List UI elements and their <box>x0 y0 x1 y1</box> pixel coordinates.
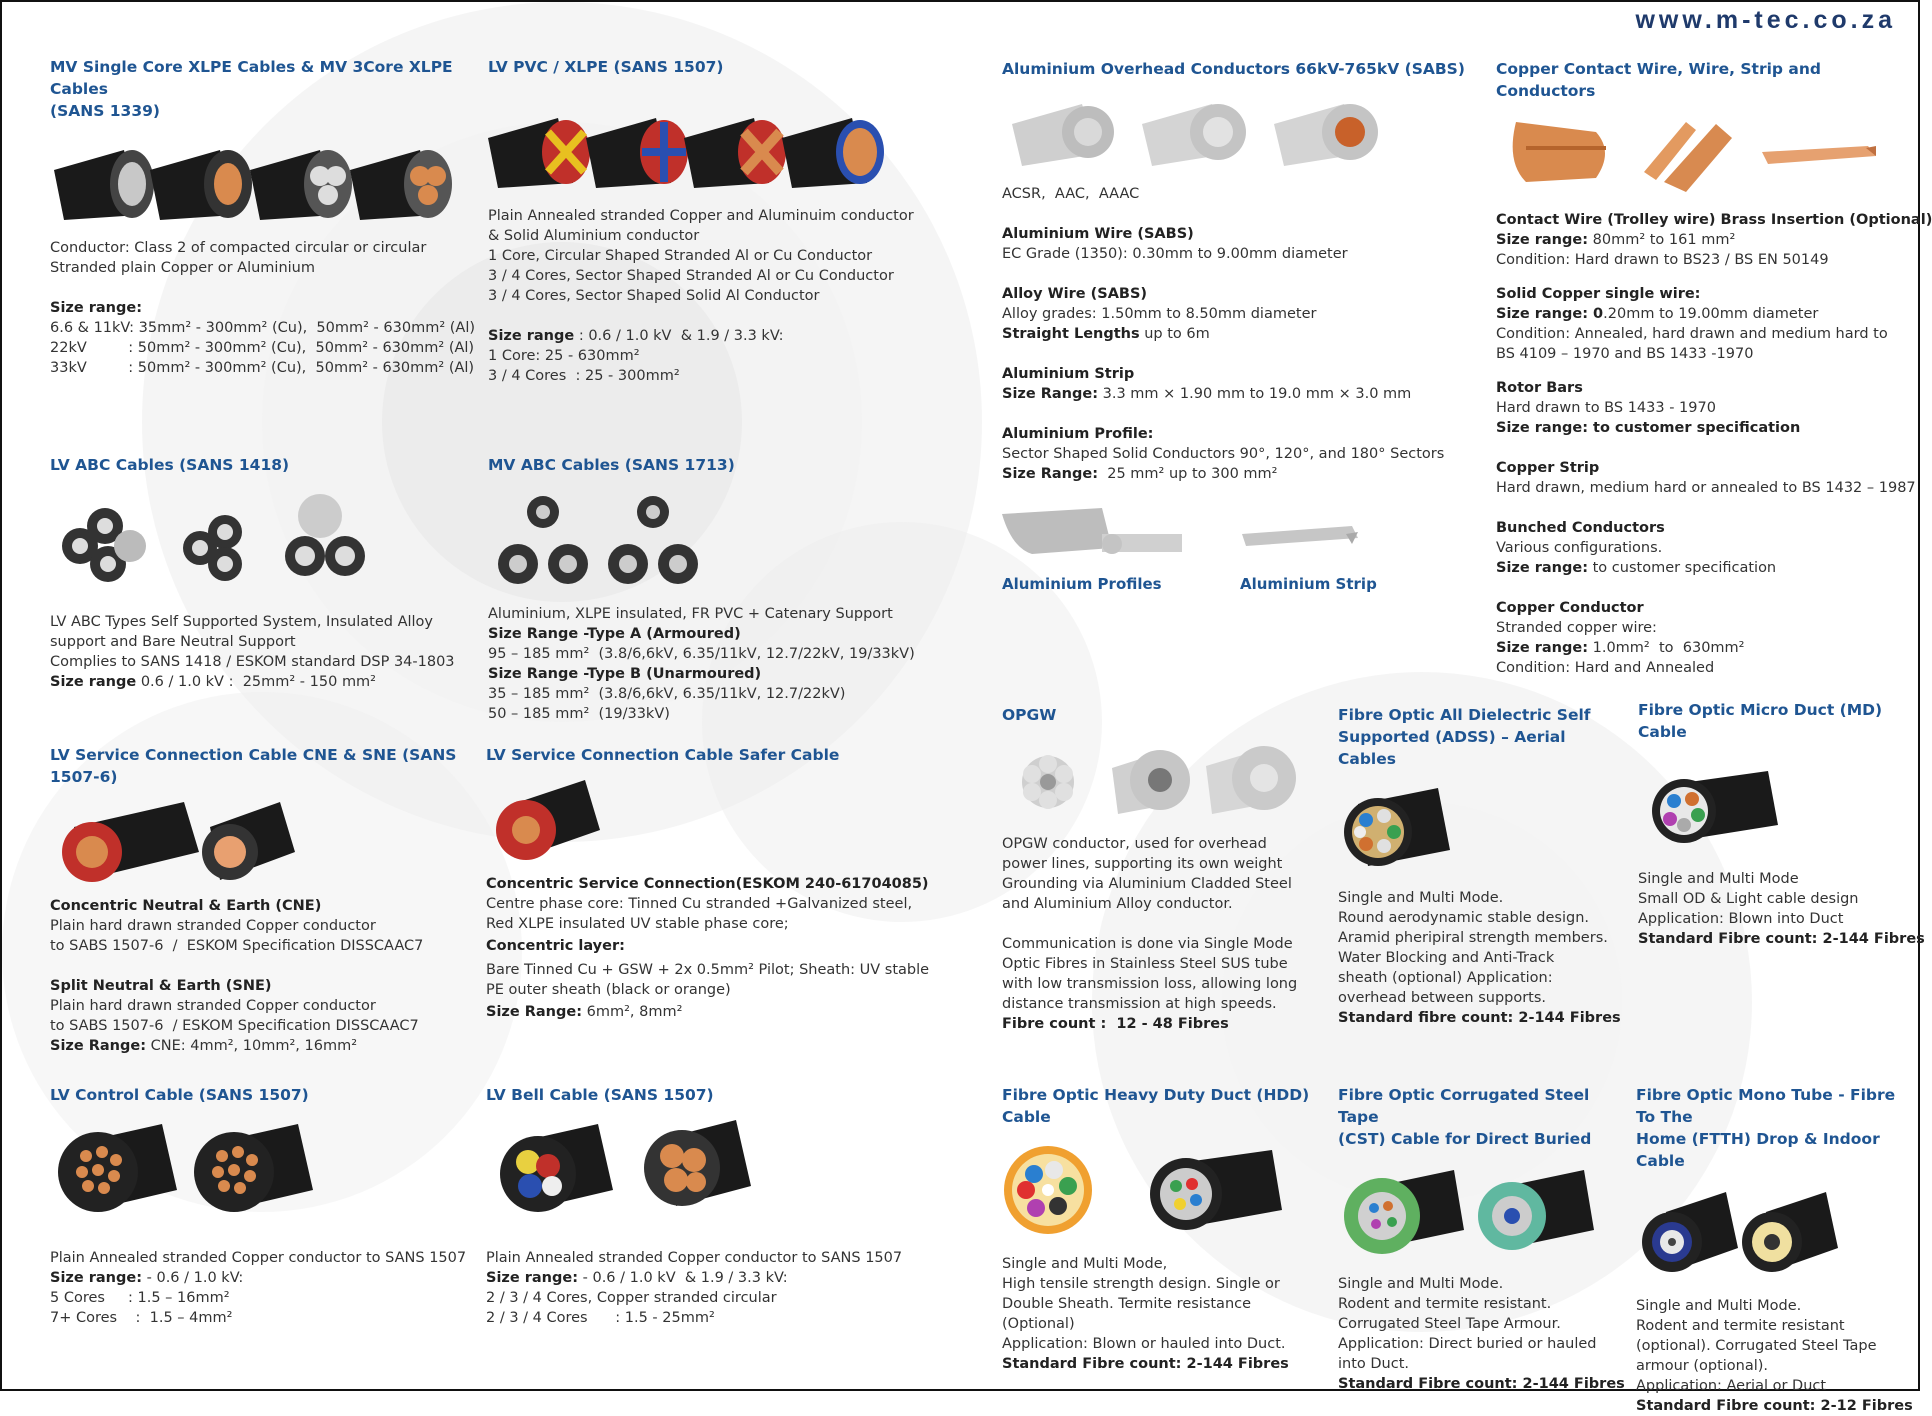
text-line: OPGW conductor, used for overhead <box>1002 836 1267 852</box>
section-mv-abc <box>488 454 915 724</box>
size-value: - 0.6 / 1.0 kV: <box>142 1270 244 1286</box>
title-line: MV Single Core XLPE Cables & MV 3Core XLPE Cables <box>50 58 453 98</box>
size-label: Solid Copper single wire: <box>1496 286 1701 302</box>
fibre-count: Standard Fibre count: 2-12 Fibres <box>1636 1398 1913 1414</box>
text-line: Condition: Hard and Annealed <box>1496 660 1715 676</box>
text-line: Centre phase core: Tinned Cu stranded +Galvanized steel, <box>486 896 913 912</box>
section-cst <box>1338 1084 1634 1394</box>
text-line: 6.6 & 11kV: 35mm² - 300mm² (Cu), 50mm² - 630mm² (Al) <box>50 320 476 336</box>
section-title: LV ABC Cables (SANS 1418) <box>50 456 290 474</box>
text-line: Aluminium, XLPE insulated, FR PVC + Catenary Support <box>488 606 893 622</box>
size-label: Concentric Service Connection(ESKOM 240-61704085) <box>486 876 929 892</box>
size-line <box>1002 324 1472 344</box>
text-line: Application: Blown into Duct <box>1638 911 1844 927</box>
size-line <box>1496 230 1916 250</box>
size-value: up to 6m <box>1139 326 1210 342</box>
section-title: LV Service Connection Cable Safer Cable <box>486 746 840 764</box>
text-line: PE outer sheath (black or orange) <box>486 982 731 998</box>
conductor-icon <box>1002 90 1402 170</box>
section-title <box>1338 704 1628 770</box>
text-line: Corrugated Steel Tape Armour. <box>1338 1316 1561 1332</box>
text-line: Plain Annealed stranded Copper and Aluminuim conductor <box>488 208 914 224</box>
section-title <box>1636 1084 1918 1172</box>
text-line: Single and Multi Mode. <box>1338 1276 1504 1292</box>
size-label: Size range <box>50 674 137 690</box>
text-line: Sector Shaped Solid Conductors 90°, 120°, and 180° Sectors <box>1002 446 1445 462</box>
section-opgw <box>1002 704 1332 1034</box>
cable-icon <box>488 486 748 590</box>
cable-icon <box>486 776 626 860</box>
size-label: Contact Wire (Trolley wire) Brass Insertion (Optional) <box>1496 212 1932 228</box>
size-value: 0.6 / 1.0 kV : 25mm² - 150 mm² <box>136 674 376 690</box>
size-label: Size Range: <box>1002 386 1099 402</box>
text-line: Alloy grades: 1.50mm to 8.50mm diameter <box>1002 306 1317 322</box>
size-value: - 0.6 / 1.0 kV & 1.9 / 3.3 kV: <box>578 1270 788 1286</box>
text-line: 2 / 3 / 4 Cores, Copper stranded circular <box>486 1290 777 1306</box>
fibre-count: Standard Fibre count: 2-144 Fibres <box>1638 931 1925 947</box>
size-label: Size Range: <box>50 1038 147 1054</box>
text-line: 33kV : 50mm² - 300mm² (Cu), 50mm² - 630mm² (Al) <box>50 360 475 376</box>
text-line: and Aluminium Alloy conductor. <box>1002 896 1233 912</box>
text-line: Application: Blown or hauled into Duct. <box>1002 1336 1286 1352</box>
text-line: Single and Multi Mode. <box>1338 890 1504 906</box>
size-label: Aluminium Wire (SABS) <box>1002 226 1194 242</box>
section-lv-pvc <box>488 56 914 386</box>
text-line: EC Grade (1350): 0.30mm to 9.00mm diameter <box>1002 246 1348 262</box>
text-line: Hard drawn, medium hard or annealed to BS 1432 – 1987 <box>1496 480 1916 496</box>
size-label: Alloy Wire (SABS) <box>1002 286 1148 302</box>
text-line: power lines, supporting its own weight <box>1002 856 1283 872</box>
section-lv-abc <box>50 454 470 692</box>
text-line: Plain hard drawn stranded Copper conductor <box>50 998 376 1014</box>
fibre-cable-icon <box>1636 1182 1866 1282</box>
text-line: High tensile strength design. Single or <box>1002 1276 1280 1292</box>
size-label: Size range: <box>1496 640 1589 656</box>
fibre-cable-icon <box>1338 1160 1598 1260</box>
size-value: 80mm² to 161 mm² <box>1588 232 1736 248</box>
title-line: Fibre Optic All Dielectric Self <box>1338 706 1591 724</box>
text-line: 3 / 4 Cores, Sector Shaped Stranded Al or Cu Conductor <box>488 268 894 284</box>
text-line: 3 / 4 Cores : 25 - 300mm² <box>488 368 680 384</box>
text-line: LV ABC Types Self Supported System, Insulated Alloy <box>50 614 434 630</box>
section-copper <box>1496 58 1932 678</box>
title-line: Home (FTTH) Drop & Indoor Cable <box>1636 1130 1880 1170</box>
text-line: Optic Fibres in Stainless Steel SUS tube <box>1002 956 1288 972</box>
size-label: Concentric layer: <box>486 938 625 954</box>
text-line: into Duct. <box>1338 1356 1410 1372</box>
text-line: 1 Core, Circular Shaped Stranded Al or Cu Conductor <box>488 248 873 264</box>
text-line: sheath (optional) Application: <box>1338 970 1553 986</box>
text-line: Rodent and termite resistant. <box>1338 1296 1552 1312</box>
text-line: Plain Annealed stranded Copper conductor to SANS 1507 <box>486 1250 903 1266</box>
title-line: Fibre Optic Mono Tube - Fibre To The <box>1636 1086 1896 1126</box>
title-line: (SANS 1339) <box>50 102 160 120</box>
text-line: 35 – 185 mm² (3.8/6,6kV, 6.35/11kV, 12.7/22kV) <box>488 686 846 702</box>
section-title: MV ABC Cables (SANS 1713) <box>488 456 735 474</box>
size-line <box>1002 384 1472 404</box>
text-line: Application: Aerial or Duct <box>1636 1378 1827 1394</box>
conductor-icon <box>1002 736 1302 820</box>
text-line: Single and Multi Mode. <box>1636 1298 1802 1314</box>
section-mv-xlpe <box>50 56 476 378</box>
section-lv-control <box>50 1084 480 1328</box>
text-line: 2 / 3 / 4 Cores : 1.5 - 25mm² <box>486 1310 715 1326</box>
cable-icon <box>50 486 410 598</box>
section-micro-duct <box>1638 699 1925 949</box>
size-line <box>1496 304 1916 324</box>
size-label: Size range: <box>1496 560 1589 576</box>
size-line <box>486 1002 916 1022</box>
text-line: (Optional) <box>1002 1316 1075 1332</box>
size-line <box>50 672 470 692</box>
size-line <box>1002 464 1472 484</box>
text-line: with low transmission loss, allowing long <box>1002 976 1298 992</box>
text-line: Bare Tinned Cu + GSW + 2x 0.5mm² Pilot; Sheath: UV stable <box>486 962 930 978</box>
text-line: 1 Core: 25 - 630mm² <box>488 348 640 364</box>
aluminium-profile-icon <box>1002 504 1402 564</box>
caption-aluminium-profiles: Aluminium Profiles <box>1002 575 1162 593</box>
section-title: LV Bell Cable (SANS 1507) <box>486 1086 714 1104</box>
size-label: Aluminium Strip <box>1002 366 1135 382</box>
size-label: Bunched Conductors <box>1496 520 1665 536</box>
section-lv-safer <box>486 744 930 1022</box>
cable-icon <box>488 100 908 192</box>
fibre-count: Standard fibre count: 2-144 Fibres <box>1338 1010 1621 1026</box>
section-title <box>1338 1084 1634 1150</box>
fibre-cable-icon <box>1002 1140 1302 1240</box>
title-line: Supported (ADSS) – Aerial Cables <box>1338 728 1566 768</box>
fibre-count: Standard Fibre count: 2-144 Fibres <box>1338 1376 1625 1392</box>
fibre-count: Standard Fibre count: 2-144 Fibres <box>1002 1356 1289 1372</box>
text-line: Plain Annealed stranded Copper conductor to SANS 1507 <box>50 1250 467 1266</box>
text-line: 3 / 4 Cores, Sector Shaped Solid Al Conductor <box>488 288 820 304</box>
text-line: Rodent and termite resistant <box>1636 1318 1845 1334</box>
size-line <box>486 1268 916 1288</box>
text-line: distance transmission at high speeds. <box>1002 996 1277 1012</box>
text-line: Round aerodynamic stable design. <box>1338 910 1590 926</box>
size-label: Size Range: <box>486 1004 583 1020</box>
text-line: ACSR, AAC, AAAC <box>1002 186 1140 202</box>
size-label: Straight Lengths <box>1002 326 1140 342</box>
text-line: 95 – 185 mm² (3.8/6,6kV, 6.35/11kV, 12.7/22kV, 19/33kV) <box>488 646 915 662</box>
section-title: LV Service Connection Cable CNE & SNE (SANS 1507-6) <box>50 746 457 786</box>
size-value: to customer specification <box>1588 560 1777 576</box>
text-line: Single and Multi Mode <box>1638 871 1799 887</box>
section-aluminium-overhead <box>1002 58 1472 564</box>
fibre-count: Fibre count : 12 - 48 Fibres <box>1002 1016 1229 1032</box>
section-lv-bell <box>486 1084 916 1328</box>
text-line: Application: Direct buried or hauled <box>1338 1336 1597 1352</box>
size-value: 1.0mm² to 630mm² <box>1588 640 1745 656</box>
title-line: (CST) Cable for Direct Buried <box>1338 1130 1592 1148</box>
fibre-cable-icon <box>1338 780 1478 874</box>
text-line: to SABS 1507-6 / ESKOM Specification DISSCAAC7 <box>50 1018 419 1034</box>
text-line: BS 4109 – 1970 and BS 1433 -1970 <box>1496 346 1754 362</box>
text-line: Conductor: Class 2 of compacted circular or circular <box>50 240 427 256</box>
size-label: Size range: <box>486 1270 579 1286</box>
section-title: OPGW <box>1002 706 1057 724</box>
size-line <box>1496 638 1916 658</box>
section-title: Fibre Optic Heavy Duty Duct (HDD) Cable <box>1002 1086 1310 1126</box>
size-line <box>1496 558 1916 578</box>
section-title <box>50 56 470 122</box>
size-label: Size Range -Type A (Armoured) <box>488 626 741 642</box>
size-label: Rotor Bars <box>1496 380 1583 396</box>
text-line: & Solid Aluminium conductor <box>488 228 700 244</box>
size-value: .20mm to 19.00mm diameter <box>1603 306 1819 322</box>
text-line: Plain hard drawn stranded Copper conductor <box>50 918 376 934</box>
text-line: Small OD & Light cable design <box>1638 891 1859 907</box>
size-label: Size range: 0 <box>1496 306 1604 322</box>
section-adss <box>1338 704 1628 1028</box>
title-line: Fibre Optic Corrugated Steel Tape <box>1338 1086 1590 1126</box>
text-line: Stranded plain Copper or Aluminium <box>50 260 315 276</box>
size-value: CNE: 4mm², 10mm², 16mm² <box>146 1038 358 1054</box>
section-title: LV Control Cable (SANS 1507) <box>50 1086 309 1104</box>
copper-bar-icon <box>1496 112 1896 196</box>
size-line <box>50 1268 480 1288</box>
cable-icon <box>50 132 450 224</box>
section-title: LV PVC / XLPE (SANS 1507) <box>488 58 724 76</box>
text-line: Complies to SANS 1418 / ESKOM standard DSP 34-1803 <box>50 654 455 670</box>
text-line: Hard drawn to BS 1433 - 1970 <box>1496 400 1716 416</box>
text-line: Red XLPE insulated UV stable phase core; <box>486 916 789 932</box>
size-label: Size range: to customer specification <box>1496 420 1801 436</box>
text-line: Water Blocking and Anti-Track <box>1338 950 1555 966</box>
size-value: 25 mm² up to 300 mm² <box>1098 466 1278 482</box>
text-line: support and Bare Neutral Support <box>50 634 296 650</box>
size-label: Aluminium Profile: <box>1002 426 1154 442</box>
size-line <box>50 1036 480 1056</box>
cable-icon <box>50 798 310 882</box>
size-label: Size range: <box>50 1270 143 1286</box>
text-line: Double Sheath. Termite resistance <box>1002 1296 1252 1312</box>
size-label: Concentric Neutral & Earth (CNE) <box>50 898 322 914</box>
section-ftth <box>1636 1084 1918 1416</box>
size-label: Size Range: <box>1002 466 1099 482</box>
text-line: Condition: Annealed, hard drawn and medium hard to <box>1496 326 1888 342</box>
text-line: 5 Cores : 1.5 – 16mm² <box>50 1290 230 1306</box>
text-line: armour (optional). <box>1636 1358 1769 1374</box>
text-line: Stranded copper wire: <box>1496 620 1657 636</box>
text-line: Communication is done via Single Mode <box>1002 936 1293 952</box>
website-url[interactable]: www.m-tec.co.za <box>1635 6 1896 34</box>
section-title: Aluminium Overhead Conductors 66kV-765kV (SABS) <box>1002 60 1465 78</box>
fibre-cable-icon <box>1638 765 1798 855</box>
size-value: : 0.6 / 1.0 kV & 1.9 / 3.3 kV: <box>574 328 784 344</box>
caption-aluminium-strip: Aluminium Strip <box>1240 575 1377 593</box>
size-label: Copper Strip <box>1496 460 1600 476</box>
text-line: overhead between supports. <box>1338 990 1547 1006</box>
cable-icon <box>50 1116 350 1220</box>
size-label: Size range: <box>1496 232 1589 248</box>
text-line: Grounding via Aluminium Cladded Steel <box>1002 876 1292 892</box>
size-line <box>488 326 908 346</box>
size-label: Size range <box>488 328 575 344</box>
size-label: Size range: <box>50 300 143 316</box>
section-title: Fibre Optic Micro Duct (MD) Cable <box>1638 701 1883 741</box>
text-line: Condition: Hard drawn to BS23 / BS EN 50149 <box>1496 252 1829 268</box>
size-label: Copper Conductor <box>1496 600 1644 616</box>
size-value: 6mm², 8mm² <box>582 1004 683 1020</box>
size-value: 3.3 mm × 1.90 mm to 19.0 mm × 3.0 mm <box>1098 386 1412 402</box>
text-line: 50 – 185 mm² (19/33kV) <box>488 706 670 722</box>
size-label: Size Range -Type B (Unarmoured) <box>488 666 762 682</box>
section-hdd <box>1002 1084 1332 1374</box>
text-line: Aramid pheripiral strength members. <box>1338 930 1608 946</box>
text-line: (optional). Corrugated Steel Tape <box>1636 1338 1877 1354</box>
section-lv-service <box>50 744 480 1056</box>
text-line: 22kV : 50mm² - 300mm² (Cu), 50mm² - 630mm² (Al) <box>50 340 475 356</box>
text-line: 7+ Cores : 1.5 – 4mm² <box>50 1310 233 1326</box>
text-line: to SABS 1507-6 / ESKOM Specification DISSCAAC7 <box>50 938 424 954</box>
text-line: Single and Multi Mode, <box>1002 1256 1168 1272</box>
section-title: Copper Contact Wire, Wire, Strip and Conductors <box>1496 60 1822 100</box>
text-line: Various configurations. <box>1496 540 1663 556</box>
cable-icon <box>486 1116 786 1220</box>
size-label: Split Neutral & Earth (SNE) <box>50 978 272 994</box>
